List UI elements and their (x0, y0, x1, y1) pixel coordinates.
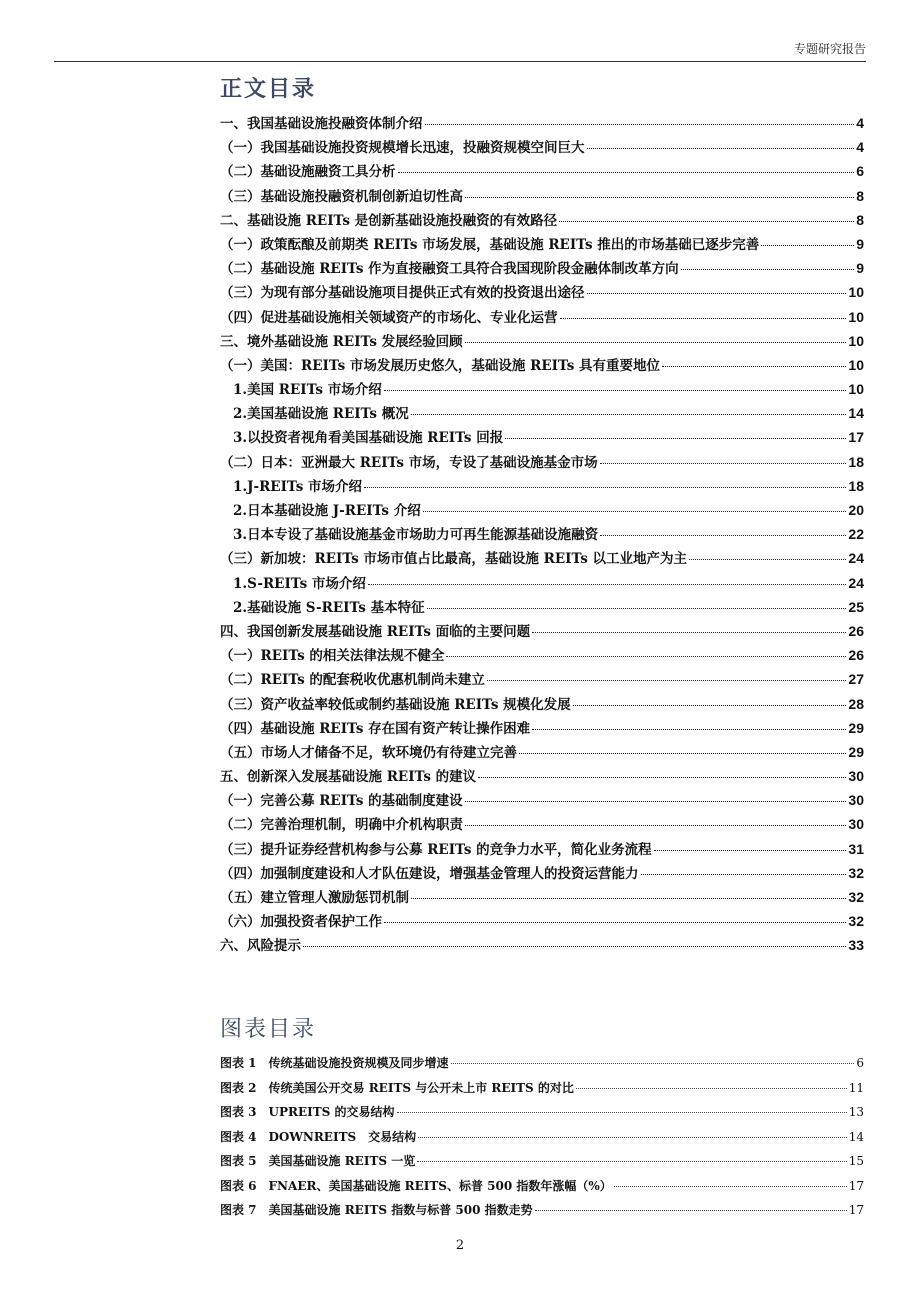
dot-leader (465, 825, 846, 826)
toc-entry-label: （四）加强制度建设和人才队伍建设，增强基金管理人的投资运营能力 (220, 865, 639, 882)
toc-entry-label: （一）美国：REITs 市场发展历史悠久，基础设施 REITs 具有重要地位 (220, 357, 661, 374)
dot-leader (505, 438, 846, 439)
dot-leader (465, 197, 854, 198)
dot-leader (519, 753, 846, 754)
toc-entry-page: 25 (848, 598, 864, 615)
toc-entry-page: 20 (848, 502, 864, 518)
toc-entry[interactable] (220, 813, 864, 837)
dot-leader (641, 874, 847, 875)
toc-entry[interactable] (220, 499, 864, 523)
toc-entry[interactable] (220, 717, 864, 741)
toc-entry-page: 10 (848, 308, 864, 325)
figure-entry-page: 13 (848, 1105, 864, 1119)
toc-entry-page: 26 (848, 647, 864, 664)
toc-entry[interactable] (220, 693, 864, 717)
figure-entry-page: 17 (848, 1178, 864, 1193)
toc-entry[interactable] (220, 378, 864, 402)
figure-entry[interactable] (220, 1079, 864, 1104)
figure-entry[interactable] (220, 1103, 864, 1128)
dot-leader (654, 850, 847, 851)
toc-entry-label: （五）建立管理人激励惩罚机制 (220, 890, 409, 906)
figure-entry-page: 17 (848, 1203, 864, 1217)
dot-leader (384, 922, 846, 923)
toc-entry-page: 8 (856, 187, 864, 204)
dot-leader (465, 342, 847, 343)
toc-entry-page: 14 (848, 405, 864, 422)
toc-entry-page: 32 (848, 913, 864, 930)
toc-entry[interactable] (220, 136, 864, 160)
toc-entry[interactable] (220, 112, 864, 136)
dot-leader (532, 632, 846, 633)
toc-entry[interactable] (220, 644, 864, 668)
dot-leader (587, 293, 847, 294)
dot-leader (384, 390, 847, 391)
toc-entry-label: （三）新加坡：REITs 市场市值占比最高，基础设施 REITs 以工业地产为主 (220, 551, 688, 568)
figure-entry[interactable] (220, 1054, 864, 1079)
toc-entry-label: （一）REITs 的相关法律法规不健全 (220, 648, 445, 665)
toc-entry[interactable] (220, 523, 864, 547)
toc-entry-label: （二）基础设施融资工具分析 (220, 164, 396, 181)
dot-leader (398, 172, 855, 173)
toc-entry-label: （一）完善公募 REITs 的基础制度建设 (220, 793, 463, 810)
toc-entry-label: （一）我国基础设施投资规模增长迅速，投融资规模空间巨大 (220, 140, 585, 157)
toc-entry-label: 1.S-REITs 市场介绍 (233, 575, 366, 592)
toc-entry-label: 五、创新深入发展基础设施 REITs 的建议 (220, 769, 477, 786)
figure-entry-label: 图表 3 UPREITS 的交易结构 (220, 1105, 395, 1119)
dot-leader (560, 318, 847, 319)
figure-entry[interactable] (220, 1201, 864, 1226)
toc-entry[interactable] (220, 886, 864, 910)
dot-leader (662, 366, 846, 367)
toc-entry-page: 4 (856, 139, 864, 156)
toc-entry-page: 24 (848, 574, 864, 591)
dot-leader (600, 463, 847, 464)
figure-entry-label: 图表 6 FNAER、美国基础设施 REITS、标普 500 指数年涨幅（%） (220, 1178, 612, 1193)
figure-entry[interactable] (220, 1177, 864, 1202)
toc-entry[interactable] (220, 789, 864, 813)
toc-entry-page: 32 (848, 864, 864, 881)
toc-entry-page: 22 (848, 526, 864, 543)
figure-entry-page: 11 (848, 1080, 864, 1095)
toc-entry-label: 2.日本基础设施 J-REITs 介绍 (233, 503, 421, 519)
toc-entry-page: 30 (848, 816, 864, 833)
figure-entry-label: 图表 1 传统基础设施投资规模及同步增速 (220, 1056, 449, 1070)
toc-entry-page: 24 (848, 550, 864, 567)
dot-leader (689, 559, 846, 560)
toc-entry-page: 29 (848, 743, 864, 760)
figure-entry-label: 图表 4 DOWNREITS 交易结构 (220, 1129, 417, 1144)
toc-entry-label: （四）促进基础设施相关领域资产的市场化、专业化运营 (220, 309, 558, 326)
toc-entry-page: 18 (848, 453, 864, 470)
header-rule (54, 61, 866, 62)
toc-entry-page: 26 (848, 622, 864, 639)
dot-leader (364, 487, 846, 488)
toc-entry-page: 10 (848, 381, 864, 398)
toc-entry-page: 10 (848, 284, 864, 301)
toc-entry[interactable] (220, 934, 864, 958)
dot-leader (761, 245, 854, 246)
toc-entry-label: 四、我国创新发展基础设施 REITs 面临的主要问题 (220, 623, 531, 640)
toc-entry-label: （二）完善治理机制，明确中介机构职责 (220, 817, 463, 834)
toc-entry-page: 29 (848, 719, 864, 736)
figure-entry-label: 图表 7 美国基础设施 REITS 指数与标普 500 指数走势 (220, 1203, 533, 1217)
toc-entry[interactable] (220, 257, 864, 281)
toc-entry[interactable] (220, 306, 864, 330)
toc-entry-label: 3.以投资者视角看美国基础设施 REITs 回报 (233, 430, 504, 447)
toc-entry-page: 32 (848, 889, 864, 905)
toc-entry[interactable] (220, 668, 864, 692)
toc-entry-page: 27 (848, 671, 864, 688)
toc-entry-page: 28 (848, 695, 864, 712)
toc-list (220, 112, 864, 959)
dot-leader (425, 124, 855, 125)
toc-entry-label: 六、风险提示 (220, 938, 301, 955)
toc-entry-page: 6 (856, 163, 864, 180)
dot-leader (465, 801, 847, 802)
toc-entry-label: （五）市场人才储备不足，软环境仍有待建立完善 (220, 744, 517, 761)
toc-entry[interactable] (220, 572, 864, 596)
toc-entry[interactable] (220, 862, 864, 886)
figure-list-title: 图表目录 (220, 1017, 317, 1042)
dot-leader (411, 414, 847, 415)
toc-entry[interactable] (220, 451, 864, 475)
toc-entry-label: 1.美国 REITs 市场介绍 (233, 382, 382, 399)
toc-entry-label: 一、我国基础设施投融资体制介绍 (220, 116, 423, 132)
toc-entry[interactable] (220, 596, 864, 620)
toc-entry-label: 3.日本专设了基础设施基金市场助力可再生能源基础设施融资 (233, 527, 599, 544)
toc-entry-label: （二）REITs 的配套税收优惠机制尚未建立 (220, 672, 485, 689)
dot-leader (397, 1112, 847, 1113)
dot-leader (559, 221, 854, 222)
toc-entry-page: 10 (848, 332, 864, 349)
toc-entry-label: （四）基础设施 REITs 存在国有资产转让操作困难 (220, 720, 531, 737)
figure-entry-page: 6 (856, 1056, 864, 1070)
toc-entry[interactable] (220, 160, 864, 184)
toc-entry-label: （三）为现有部分基础设施项目提供正式有效的投资退出途径 (220, 285, 585, 302)
toc-entry-label: 2.美国基础设施 REITs 概况 (233, 406, 409, 423)
toc-entry[interactable] (220, 233, 864, 257)
dot-leader (576, 1088, 847, 1089)
dot-leader (427, 608, 847, 609)
figure-entry-label: 图表 2 传统美国公开交易 REITS 与公开未上市 REITS 的对比 (220, 1080, 574, 1095)
toc-entry-page: 30 (848, 792, 864, 809)
toc-entry-label: （三）基础设施投融资机制创新迫切性高 (220, 188, 463, 205)
dot-leader (423, 511, 847, 512)
dot-leader (478, 777, 846, 778)
toc-entry[interactable] (220, 281, 864, 305)
toc-entry[interactable] (220, 741, 864, 765)
toc-entry[interactable] (220, 185, 864, 209)
toc-entry[interactable] (220, 620, 864, 644)
dot-leader (451, 1063, 855, 1064)
figure-entry-page: 14 (848, 1129, 864, 1144)
toc-entry[interactable] (220, 426, 864, 450)
toc-entry-page: 31 (848, 840, 864, 857)
toc-entry-page: 10 (848, 356, 864, 373)
toc-entry-label: （六）加强投资者保护工作 (220, 914, 382, 931)
figure-entry-label: 图表 5 美国基础设施 REITS 一览 (220, 1154, 416, 1168)
toc-entry-page: 8 (856, 211, 864, 228)
toc-entry[interactable] (220, 765, 864, 789)
dot-leader (446, 656, 846, 657)
toc-entry[interactable] (220, 475, 864, 499)
toc-entry-page: 18 (848, 477, 864, 494)
dot-leader (532, 729, 846, 730)
toc-entry-label: （三）提升证券经营机构参与公募 REITs 的竞争力水平，简化业务流程 (220, 841, 652, 858)
dot-leader (535, 1210, 847, 1211)
figure-entry-page: 15 (848, 1154, 864, 1168)
page-number: 2 (455, 1238, 465, 1253)
dot-leader (417, 1161, 847, 1162)
dot-leader (411, 898, 846, 899)
toc-entry-page: 30 (848, 768, 864, 785)
toc-entry[interactable] (220, 402, 864, 426)
toc-entry[interactable] (220, 910, 864, 934)
toc-entry-label: （一）政策酝酿及前期类 REITs 市场发展，基础设施 REITs 推出的市场基础已逐步完善 (220, 236, 760, 253)
toc-entry-page: 9 (856, 260, 864, 277)
toc-entry-label: 三、境外基础设施 REITs 发展经验回顾 (220, 333, 463, 350)
toc-entry-page: 33 (848, 937, 864, 954)
figure-entry[interactable] (220, 1152, 864, 1177)
dot-leader (587, 148, 855, 149)
toc-entry-label: （二）基础设施 REITs 作为直接融资工具符合我国现阶段金融体制改革方向 (220, 261, 679, 278)
toc-entry-page: 4 (856, 115, 864, 131)
toc-entry-label: 二、基础设施 REITs 是创新基础设施投融资的有效路径 (220, 212, 558, 229)
toc-entry[interactable] (220, 547, 864, 571)
figure-entry[interactable] (220, 1128, 864, 1153)
dot-leader (418, 1137, 847, 1138)
toc-entry-page: 17 (848, 429, 864, 446)
dot-leader (573, 705, 847, 706)
toc-entry-page: 9 (856, 235, 864, 252)
toc-entry-label: 2.基础设施 S-REITs 基本特征 (233, 599, 425, 616)
toc-entry[interactable] (220, 354, 864, 378)
toc-title: 正文目录 (220, 76, 317, 102)
dot-leader (368, 584, 847, 585)
dot-leader (600, 535, 846, 536)
dot-leader (303, 946, 846, 947)
toc-entry[interactable] (220, 209, 864, 233)
toc-entry-label: （三）资产收益率较低或制约基础设施 REITs 规模化发展 (220, 696, 571, 713)
toc-entry-label: （二）日本：亚洲最大 REITs 市场，专设了基础设施基金市场 (220, 454, 598, 471)
dot-leader (614, 1186, 847, 1187)
dot-leader (487, 680, 846, 681)
page-header-text: 专题研究报告 (793, 42, 866, 56)
toc-entry[interactable] (220, 838, 864, 862)
toc-entry[interactable] (220, 330, 864, 354)
toc-entry-label: 1.J-REITs 市场介绍 (233, 478, 363, 495)
figure-list (220, 1054, 864, 1226)
dot-leader (681, 269, 855, 270)
